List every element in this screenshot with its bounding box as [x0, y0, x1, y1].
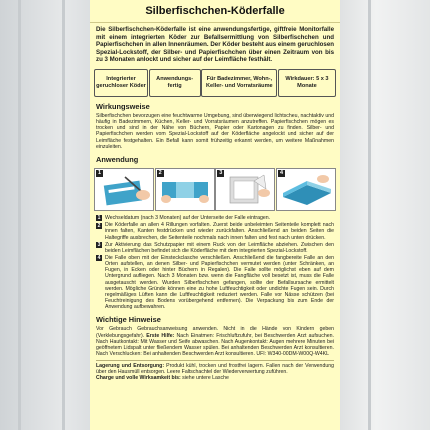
step-text: Die Köderfalle an allen 4 Rillungen vorfalten. Zuerst beide unbeleimten Seitenteile komplett nach innen falten, Kanten festdrücken und wieder zurückfalten. Anschließend an beiden Seiten die Haltegriffe ausbrechen, die Seitenteile nochmals nach innen falten und fest nach unten drücken. [105, 222, 334, 241]
feature-box [94, 69, 148, 97]
step-number: 3 [97, 241, 101, 248]
step-text: Die Falle oben mit der Einsteckclasche verschließen. Anschließend die fangbereite Falle an den Orten aufstellen, an denen Silber- und Papierfischchen vermutet werden (unter Schränken, an Fugen, in Ecken oder hinter Büchern in Regalen). Die Falle sollte möglichst eben auf dem Untergrund aufliegen. Nach 3 Monaten bzw. wenn die Fangfläche voll besetzt ist, muss die Falle ausgetauscht werden. Wurden Silberfischchen gefangen, sollte der Befallsursache ermittelt werden. Mögliche Gründe können eine zu hohe Luftfeuchtigkeit oder undichte Fugen sein. Durch regelmäßiges Lüften kann die Luftfeuchtigkeit reduziert werden. Falle vor Nässe schützen (bei Feuchtreinigung des Bodens vorübergehend entfernen). Die Verpackung bis zum Ende der Anwendung aufbewahren. [105, 254, 334, 311]
background-right [340, 0, 430, 430]
lagerung-value: Produkt kühl, trocken und frostfrei lagern. Fallen nach der Verwendung über den Hausmüll entsorgen. Leere Faltschachtel der Wiederverwertung zuführen. [96, 363, 334, 376]
step-number: 1 [97, 169, 102, 176]
section-heading-anwendung: Anwendung [96, 154, 139, 164]
charge-label: Charge und volle Wirksamkeit bis: [96, 375, 181, 382]
instruction-step [96, 255, 334, 310]
step-text: Wechseldatum (nach 3 Monaten) auf der Unterseite der Falle eintragen. [105, 214, 271, 221]
charge-value: siehe untere Lasche [182, 375, 229, 382]
divider [96, 360, 334, 361]
first-aid-label: Erste Hilfe: [146, 332, 175, 339]
illustration-step-3 [215, 168, 275, 211]
illustration-step-1 [94, 168, 154, 211]
instruction-illustrations [90, 166, 340, 213]
feature-boxes [90, 66, 340, 97]
folding-trap-icon [156, 169, 214, 210]
feature-label: Integrierter geruchloser Köder [96, 76, 146, 89]
step-number: 1 [97, 215, 101, 222]
section-heading-wirkungsweise: Wirkungsweise [96, 101, 150, 111]
hinweise-line: Vor Gebrauch Gebrauchsanweisung anwenden. Nicht in die Hände von Kindern geben (Verklebungsgefahr). [96, 326, 334, 339]
instruction-step [96, 215, 334, 221]
page-title: Silberfischchen-Köderfalle [90, 0, 340, 23]
lagerung-text [90, 363, 340, 375]
feature-box [201, 69, 277, 97]
hand-writing-icon [95, 169, 153, 210]
wirkungsweise-text: Silberfischchen bevorzugen eine feuchtwarme Umgebung, sind überwiegend lichtscheu, nachtaktiv und häufig in Badezimmern, Küchen, Keller- und Vorratsräumen anzutreffen. Papierfischchen mögen es trocken und sind in der Nähe von Büchern, Papier oder Kartonagen zu finden. Silber- und Papierfischchen werden vom Spezial-Lockstoff auf der Köderfläche angelockt und sicher auf der Leimfläche festgehalten. Ein Befall kann somit frühzeitig erkannt werden, um weitere Maßnahmen einzuleiten. [96, 112, 334, 150]
product-label-card [90, 0, 340, 430]
intro-text: Die Silberfischchen-Köderfalle ist eine anwendungsfertige, giftfreie Monitorfalle mit einem integrierten Köder zur Befallsermittlung von Silberfischchen und Papierfischchen in allen Innenräumen. Der Köder besteht aus einem geruchlosen Spezial-Lockstoff, der Silber- und Papierfischchen über einen Zeitraum von bis zu 3 Monaten anlockt und sicher auf der Leimfläche festhält. [96, 26, 334, 64]
lagerung-label: Lagerung und Entsorgung: [96, 363, 165, 370]
step-number: 2 [97, 222, 101, 229]
background-stripe [18, 0, 21, 430]
feature-label: Für Badezimmer, Wohn-, Keller- und Vorratsräume [205, 76, 273, 89]
hinweise-text [90, 326, 340, 357]
illustration-step-4 [276, 168, 336, 211]
background-stripe [62, 0, 65, 430]
step-number: 2 [158, 169, 162, 176]
background-stripe [368, 0, 371, 430]
illustration-step-2 [155, 168, 215, 211]
peel-paper-icon [216, 169, 274, 210]
feature-box [149, 69, 201, 97]
step-number: 3 [219, 169, 223, 176]
feature-label: Wirkdauer: 5 x 3 Monate [285, 76, 329, 89]
section-heading-hinweise: Wichtige Hinweise [96, 315, 161, 325]
step-number: 4 [97, 255, 101, 262]
background-left [0, 0, 90, 430]
first-aid-text: Nach Einatmen: Frischluftzufuhr, bei Beschwerden Arzt aufsuchen. Nach Hautkontakt: Mit Wasser und Seife abwaschen. Nach Augenkontakt: Augen mehrere Minuten bei geöffnetem Lidspalt unter fließendem Wasser spülen. Bei anhaltenden Beschwerden Arzt konsultieren. Nach Verschlucken: Bei anhaltenden Beschwerden Arzt konsultieren. UFI: W340-00DM-W00Q-W4KL [96, 332, 334, 358]
instruction-step [96, 222, 334, 240]
charge-text [90, 375, 340, 381]
step-number: 4 [279, 169, 283, 176]
feature-box [278, 69, 336, 97]
closed-trap-icon [277, 169, 335, 210]
feature-label: Anwendungs-fertig [156, 76, 194, 89]
instruction-step [96, 242, 334, 254]
step-text: Zur Aktivierung das Schutzpapier mit einem Ruck von der Leimfläche abziehen. Zwischen den beiden Leimflächen befindet sich die Köderfläche mit dem integrierten Spezial-Lockstoff. [105, 241, 334, 254]
instruction-steps [90, 213, 340, 310]
